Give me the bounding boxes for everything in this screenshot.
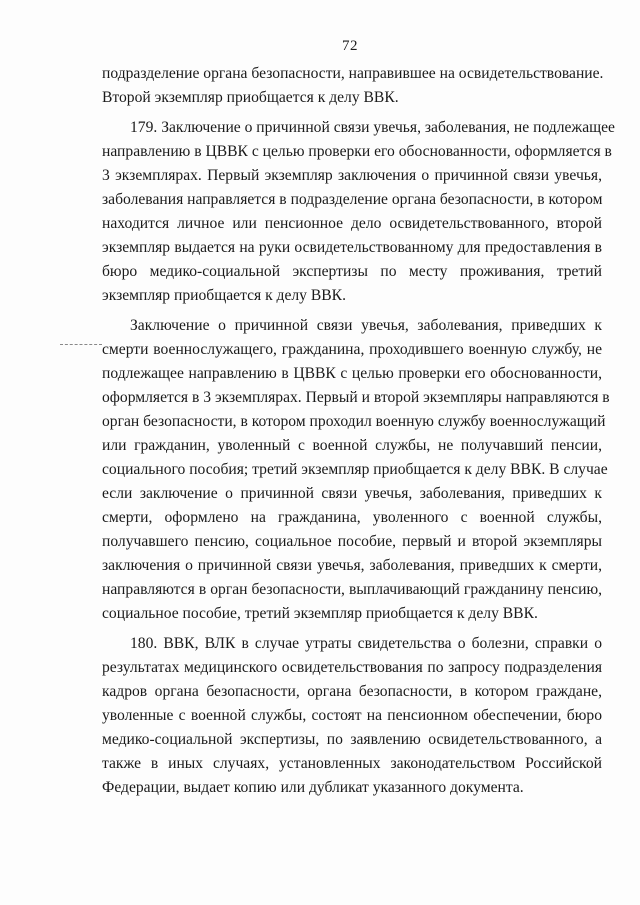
paragraph-line: Федерации, выдает копию или дубликат указанного документа. [102, 779, 524, 796]
paragraph-line: направляются в орган безопасности, выплачивающий гражданину пенсию, [102, 581, 602, 598]
paragraph-line: заболевания направляется в подразделение органа безопасности, в котором [102, 191, 603, 208]
paragraph-line: бюро медико-социальной экспертизы по месту проживания, третий [102, 263, 602, 280]
paragraph-line: находится личное или пенсионное дело освидетельствованного, второй [102, 215, 602, 232]
paragraph-line: 180. ВВК, ВЛК в случае утраты свидетельства о болезни, справки о [130, 635, 602, 652]
paragraph-line: Заключение о причинной связи увечья, заболевания, приведших к [130, 317, 602, 334]
paragraph-line: экземпляр приобщается к делу ВВК. [102, 287, 346, 304]
paragraph-line: направлению в ЦВВК с целью проверки его обоснованности, оформляется в [102, 143, 612, 160]
paragraph-line: медико-социальной экспертизы, по заявлению освидетельствованного, а [102, 731, 602, 748]
paragraph-line: смерти военнослужащего, гражданина, проходившего военную службу, не [102, 341, 602, 358]
paragraph-line: получавшего пенсию, социальное пособие, первый и второй экземпляры [102, 533, 602, 550]
paragraph-line: орган безопасности, в котором проходил военную службу военнослужащий [102, 413, 606, 430]
paragraph-line: уволенные с военной службы, состоят на пенсионном обеспечении, бюро [102, 707, 602, 724]
paragraph-line: социальное пособие, третий экземпляр приобщается к делу ВВК. [102, 605, 538, 622]
paragraph-line: также в иных случаях, установленных законодательством Российской [102, 755, 602, 772]
paragraph-line: 179. Заключение о причинной связи увечья, заболевания, не подлежащее [130, 119, 615, 136]
paragraph-line: 3 экземплярах. Первый экземпляр заключения о причинной связи увечья, [102, 167, 602, 184]
scan-artifact-line [60, 344, 102, 345]
paragraph-line: смерти, оформлено на гражданина, уволенного с военной службы, [102, 509, 602, 526]
paragraph-line: оформляется в 3 экземплярах. Первый и второй экземпляры направляются в [102, 389, 610, 406]
paragraph-line: результатах медицинского освидетельствования по запросу подразделения [102, 659, 602, 676]
page-number: 72 [342, 38, 358, 54]
paragraph-line: или гражданин, уволенный с военной службы, не получавший пенсии, [102, 437, 602, 454]
paragraph-line: подразделение органа безопасности, направившее на освидетельствование. [102, 65, 604, 82]
document-body [102, 62, 615, 800]
paragraph-line: заключения о причинной связи увечья, заболевания, приведших к смерти, [102, 557, 602, 574]
paragraph-line: социального пособия; третий экземпляр приобщается к делу ВВК. В случае [102, 461, 608, 478]
paragraph-line: экземпляр выдается на руки освидетельствованному для предоставления в [102, 239, 602, 256]
paragraph-line: Второй экземпляр приобщается к делу ВВК. [102, 89, 399, 106]
paragraph-line: если заключение о причинной связи увечья, заболевания, приведших к [102, 485, 602, 502]
paragraph-line: кадров органа безопасности, органа безопасности, в котором граждане, [102, 683, 602, 700]
paragraph-line: подлежащее направлению в ЦВВК с целью проверки его обоснованности, [102, 365, 602, 382]
